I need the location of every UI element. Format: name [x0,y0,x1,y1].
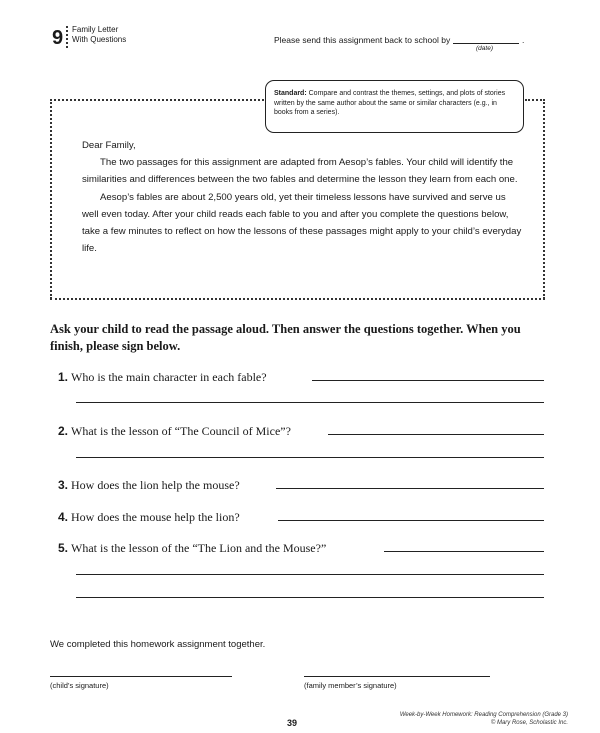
letter-border-top-right [525,99,545,101]
instructions: Ask your child to read the passage aloud. Then answer the questions together. When you finish, please sign below. [50,322,521,353]
send-back-text: Please send this assignment back to school by [274,35,451,45]
credit-line-1: Week-by-Week Homework: Reading Comprehension (Grade 3) [399,712,568,718]
question-text: What is the lesson of “The Council of Mice”? [71,424,291,438]
completed-statement: We completed this homework assignment together. [50,639,266,650]
question-5 [58,541,326,556]
letter-border-right [543,99,545,299]
family-letter [82,137,522,257]
question-text: How does the mouse help the lion? [71,510,240,524]
letter-greeting: Dear Family, [82,140,136,151]
question-number: 2. [58,424,69,438]
question-1 [58,370,267,385]
question-3 [58,478,240,493]
credit [388,712,568,727]
family-signature-label: (family member’s signature) [304,681,397,690]
answer-line-2a[interactable] [328,434,544,435]
date-input-line[interactable] [453,43,519,44]
child-signature-label: (child’s signature) [50,681,109,690]
page-number: 39 [287,718,298,728]
question-number: 1. [58,370,69,384]
standard-text: Compare and contrast the themes, settings, and plots of stories written by the same author about the same or similar characters (e.g., in books from a series). [274,90,506,117]
date-period: . [522,35,525,45]
standard-label: Standard: [274,90,307,97]
answer-line-3[interactable] [276,488,544,489]
question-number: 3. [58,478,69,492]
question-number: 5. [58,541,69,555]
answer-line-1a[interactable] [312,380,544,381]
question-text: What is the lesson of the “The Lion and the Mouse?” [71,541,327,555]
answer-line-5c[interactable] [76,597,544,598]
header-divider [66,26,70,48]
question-text: How does the lion help the mouse? [71,478,240,492]
letter-paragraph-1: The two passages for this assignment are adapted from Aesop’s fables. Your child will identify the similarities and differences between the two fables and determine the lesson they learn from each one. [82,157,518,186]
family-signature-line[interactable] [304,676,490,677]
question-text: Who is the main character in each fable? [71,370,267,384]
question-4 [58,510,240,525]
child-signature-line[interactable] [50,676,232,677]
standard-box [265,80,524,133]
question-number: 4. [58,510,69,524]
lesson-number: 9 [52,27,64,49]
header-title-line2: With Questions [72,35,127,44]
letter-border-bottom [50,298,545,300]
answer-line-5a[interactable] [384,551,544,552]
header-title [72,25,126,45]
date-label: (date) [476,45,493,52]
answer-line-5b[interactable] [76,574,544,575]
answer-line-1b[interactable] [76,402,544,403]
letter-border-top-left [50,99,264,101]
letter-paragraph-2: Aesop’s fables are about 2,500 years old, yet their timeless lessons have survived and serve us well even today. After your child reads each fable to you and after you complete the questions below, take a few minutes to reflect on how the lessons of these passages might apply to your child’s everyday life. [82,191,522,255]
question-2 [58,424,291,439]
letter-border-left [50,99,52,299]
answer-line-4[interactable] [278,520,544,521]
header-title-line1: Family Letter [72,25,119,34]
credit-line-2: © Mary Rose, Scholastic Inc. [490,719,568,726]
answer-line-2b[interactable] [76,457,544,458]
